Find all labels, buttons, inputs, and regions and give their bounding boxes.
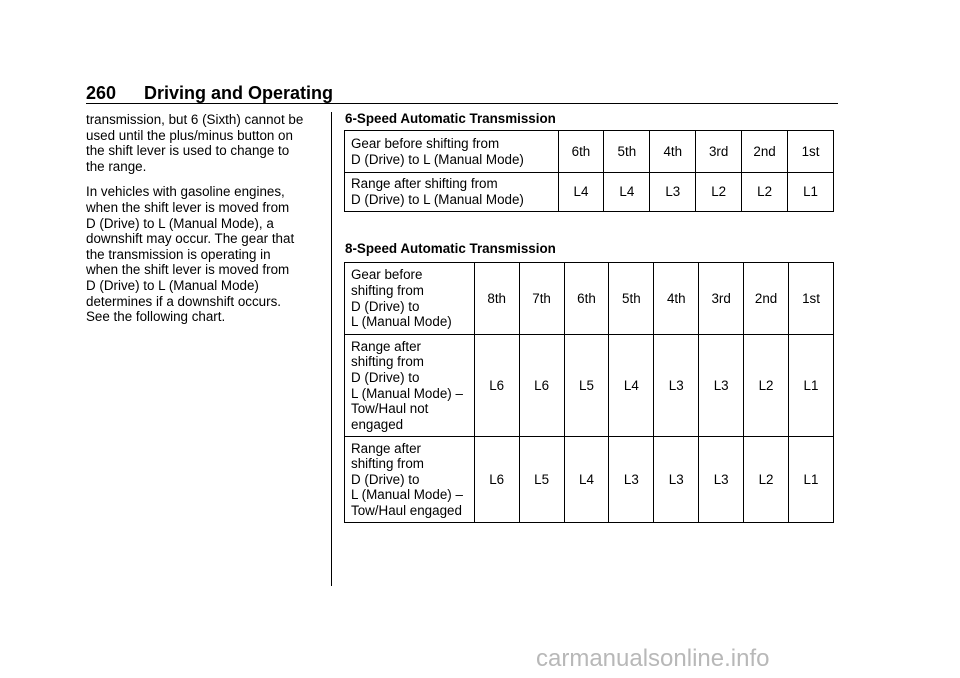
table-cell: L3 [650, 173, 696, 212]
table-6speed [344, 130, 834, 212]
table-cell: 4th [650, 131, 696, 173]
table-cell: L2 [744, 437, 789, 523]
row-header: Gear before shifting from D (Drive) to L (Manual Mode) [345, 263, 475, 335]
table-cell: L3 [609, 437, 654, 523]
table-cell: 6th [564, 263, 609, 335]
table-cell: L4 [564, 437, 609, 523]
table-cell: 2nd [744, 263, 789, 335]
table-cell: L4 [604, 173, 650, 212]
table-cell: L1 [788, 173, 834, 212]
paragraph: transmission, but 6 (Sixth) cannot be used until the plus/minus button on the shift lever is used to change to the range. [86, 112, 304, 174]
table-6speed-title: 6-Speed Automatic Transmission [345, 111, 556, 126]
table-cell: 7th [519, 263, 564, 335]
table-cell: 5th [604, 131, 650, 173]
column-divider [331, 112, 332, 586]
row-header: Range after shifting from D (Drive) to L (Manual Mode) – Tow/Haul engaged [345, 437, 475, 523]
table-cell: 6th [558, 131, 604, 173]
table-row [345, 131, 834, 173]
table-cell: L6 [474, 437, 519, 523]
table-row [345, 173, 834, 212]
table-8speed-title: 8-Speed Automatic Transmission [345, 241, 556, 256]
table-cell: L3 [654, 437, 699, 523]
table-cell: 1st [789, 263, 834, 335]
page-header [86, 83, 838, 105]
table-cell: L1 [789, 335, 834, 437]
table-cell: L6 [519, 335, 564, 437]
table-row [345, 335, 834, 437]
table-cell: 8th [474, 263, 519, 335]
table-cell: L5 [519, 437, 564, 523]
table-cell: L4 [609, 335, 654, 437]
table-cell: L3 [699, 335, 744, 437]
table-cell: 5th [609, 263, 654, 335]
table-cell: L2 [742, 173, 788, 212]
table-8speed [344, 262, 834, 523]
table-row [345, 263, 834, 335]
table-cell: L1 [789, 437, 834, 523]
watermark-text: carmanualsonline.info [536, 645, 770, 672]
table-cell: 1st [788, 131, 834, 173]
table-row [345, 437, 834, 523]
table-cell: L2 [744, 335, 789, 437]
section-title: Driving and Operating [144, 83, 334, 103]
table-cell: 4th [654, 263, 699, 335]
table-cell: L4 [558, 173, 604, 212]
paragraph: In vehicles with gasoline engines, when the shift lever is moved from D (Drive) to L (Manual Mode), a downshift may occur. The gear that the transmission is operating in when the shift lever is moved from D (Drive) to L (Manual Mode) determines if a downshift occurs. See the following chart. [86, 184, 295, 325]
table-cell: 3rd [696, 131, 742, 173]
table-cell: L2 [696, 173, 742, 212]
row-header: Gear before shifting from D (Drive) to L (Manual Mode) [345, 131, 559, 173]
table-cell: L3 [654, 335, 699, 437]
row-header: Range after shifting from D (Drive) to L (Manual Mode) – Tow/Haul not engaged [345, 335, 475, 437]
table-cell: L5 [564, 335, 609, 437]
left-column-text [86, 112, 324, 335]
table-cell: L3 [699, 437, 744, 523]
table-cell: 3rd [699, 263, 744, 335]
page-number: 260 [86, 83, 117, 103]
header-rule [86, 103, 838, 104]
row-header: Range after shifting from D (Drive) to L (Manual Mode) [345, 173, 559, 212]
table-cell: 2nd [742, 131, 788, 173]
table-cell: L6 [474, 335, 519, 437]
